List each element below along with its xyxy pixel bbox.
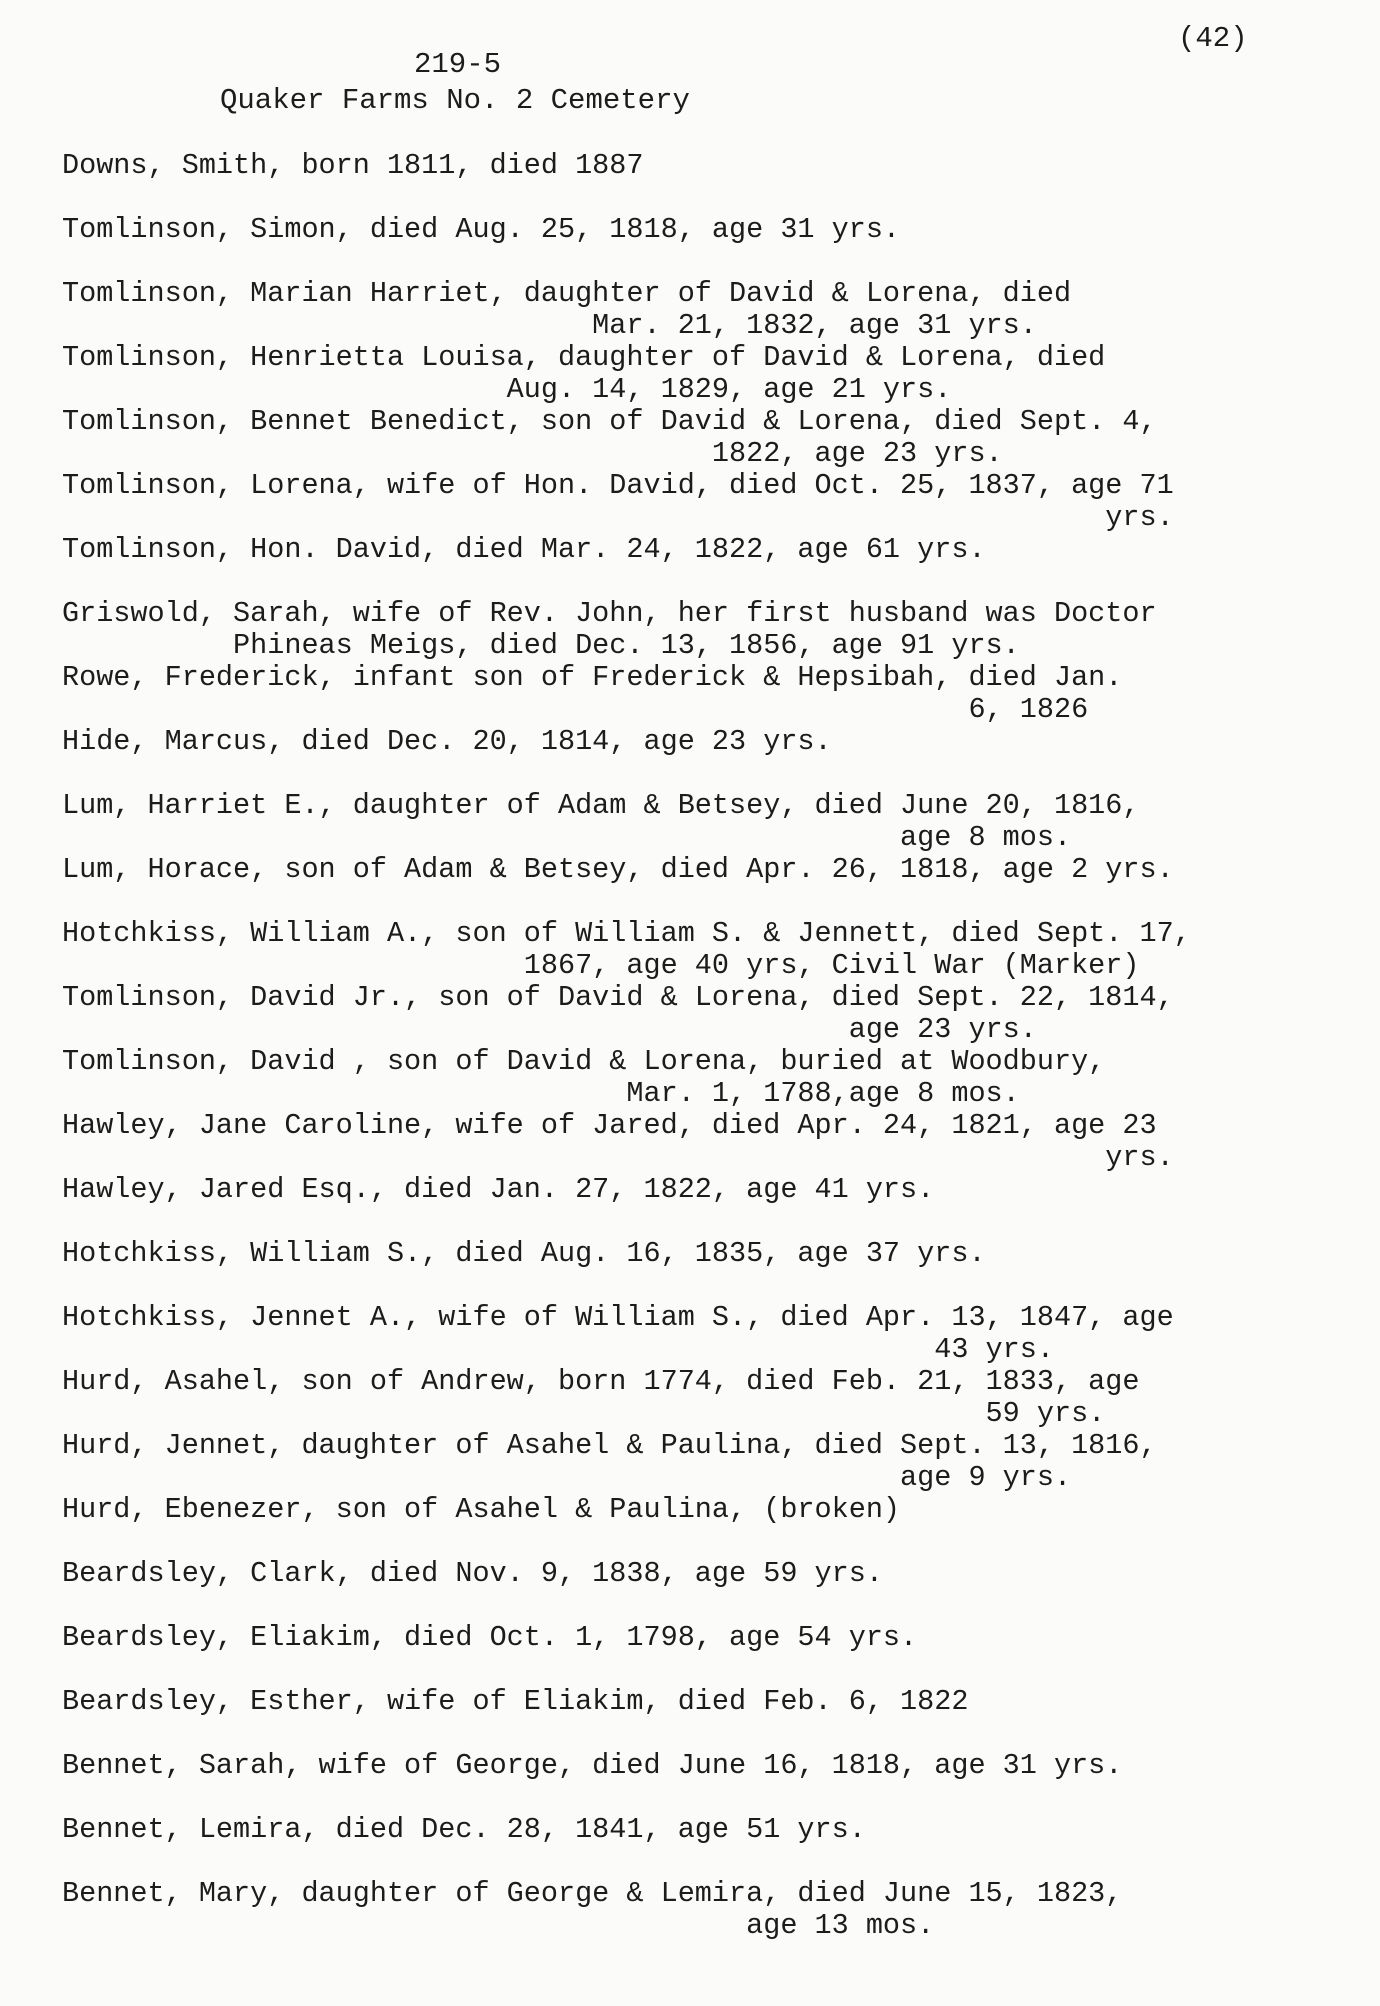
entry-line: 59 yrs. — [62, 1397, 1106, 1430]
burial-entry — [62, 854, 1352, 886]
entry-line: Tomlinson, Lorena, wife of Hon. David, died Oct. 25, 1837, age 71 — [62, 469, 1174, 502]
entry-line: Hotchkiss, William S., died Aug. 16, 1835, age 37 yrs. — [62, 1237, 986, 1270]
entry-line: Tomlinson, Hon. David, died Mar. 24, 1822, age 61 yrs. — [62, 533, 986, 566]
burial-entry — [62, 406, 1352, 470]
entry-line: Mar. 21, 1832, age 31 yrs. — [62, 309, 1037, 342]
entry-line: age 9 yrs. — [62, 1461, 1072, 1494]
burial-entry — [62, 1174, 1352, 1206]
burial-entry — [62, 662, 1352, 726]
entry-line: age 8 mos. — [62, 821, 1072, 854]
entry-line: Aug. 14, 1829, age 21 yrs. — [62, 373, 952, 406]
entry-line: Hurd, Asahel, son of Andrew, born 1774, died Feb. 21, 1833, age — [62, 1365, 1140, 1398]
entry-line: Tomlinson, Bennet Benedict, son of David & Lorena, died Sept. 4, — [62, 405, 1157, 438]
record-code: 219-5 — [414, 48, 502, 81]
burial-entries — [62, 150, 1352, 1942]
entry-line: Hotchkiss, Jennet A., wife of William S., died Apr. 13, 1847, age — [62, 1301, 1174, 1334]
burial-entry — [62, 1494, 1352, 1526]
burial-entry — [62, 1814, 1352, 1846]
entry-line: Lum, Horace, son of Adam & Betsey, died Apr. 26, 1818, age 2 yrs. — [62, 853, 1174, 886]
burial-entry — [62, 790, 1352, 854]
burial-entry — [62, 1686, 1352, 1718]
entry-line: Tomlinson, Simon, died Aug. 25, 1818, age 31 yrs. — [62, 213, 901, 246]
entry-line: Tomlinson, Marian Harriet, daughter of David & Lorena, died — [62, 277, 1072, 310]
burial-entry — [62, 726, 1352, 758]
burial-entry — [62, 1046, 1352, 1110]
burial-entry — [62, 470, 1352, 534]
entry-line: Bennet, Sarah, wife of George, died June 16, 1818, age 31 yrs. — [62, 1749, 1123, 1782]
entry-line: Hawley, Jared Esq., died Jan. 27, 1822, age 41 yrs. — [62, 1173, 935, 1206]
entry-line: Beardsley, Clark, died Nov. 9, 1838, age 59 yrs. — [62, 1557, 883, 1590]
entry-line: 6, 1826 — [62, 693, 1089, 726]
burial-entry — [62, 278, 1352, 342]
burial-entry — [62, 1110, 1352, 1174]
page-number: (42) — [1178, 22, 1248, 55]
entry-line: Hotchkiss, William A., son of William S. & Jennett, died Sept. 17, — [62, 917, 1191, 950]
burial-entry — [62, 150, 1352, 182]
entry-line: Lum, Harriet E., daughter of Adam & Betsey, died June 20, 1816, — [62, 789, 1140, 822]
entry-line: 1822, age 23 yrs. — [62, 437, 1003, 470]
entry-line: Hide, Marcus, died Dec. 20, 1814, age 23 yrs. — [62, 725, 832, 758]
entry-line: age 23 yrs. — [62, 1013, 1037, 1046]
entry-line: Beardsley, Eliakim, died Oct. 1, 1798, age 54 yrs. — [62, 1621, 918, 1654]
burial-entry — [62, 1750, 1352, 1782]
burial-entry — [62, 1366, 1352, 1430]
entry-line: Tomlinson, David , son of David & Lorena, buried at Woodbury, — [62, 1045, 1106, 1078]
entry-line: Downs, Smith, born 1811, died 1887 — [62, 149, 644, 182]
entry-line: Rowe, Frederick, infant son of Frederick & Hepsibah, died Jan. — [62, 661, 1123, 694]
burial-entry — [62, 598, 1352, 662]
entry-line: Mar. 1, 1788,age 8 mos. — [62, 1077, 1020, 1110]
entry-line: yrs. — [62, 501, 1174, 534]
entry-line: 43 yrs. — [62, 1333, 1054, 1366]
burial-entry — [62, 342, 1352, 406]
burial-entry — [62, 1238, 1352, 1270]
entry-line: yrs. — [62, 1141, 1174, 1174]
entry-line: age 13 mos. — [62, 1909, 935, 1942]
entry-line: Hurd, Ebenezer, son of Asahel & Paulina, (broken) — [62, 1493, 901, 1526]
burial-entry — [62, 534, 1352, 566]
entry-line: Tomlinson, Henrietta Louisa, daughter of David & Lorena, died — [62, 341, 1106, 374]
entry-line: Hawley, Jane Caroline, wife of Jared, died Apr. 24, 1821, age 23 — [62, 1109, 1157, 1142]
entry-line: Phineas Meigs, died Dec. 13, 1856, age 91 yrs. — [62, 629, 1020, 662]
burial-entry — [62, 982, 1352, 1046]
burial-entry — [62, 214, 1352, 246]
burial-entry — [62, 1878, 1352, 1942]
entry-line: Bennet, Mary, daughter of George & Lemira, died June 15, 1823, — [62, 1877, 1123, 1910]
entry-line: Griswold, Sarah, wife of Rev. John, her first husband was Doctor — [62, 597, 1157, 630]
entry-line: Bennet, Lemira, died Dec. 28, 1841, age 51 yrs. — [62, 1813, 866, 1846]
burial-entry — [62, 1558, 1352, 1590]
entry-line: Hurd, Jennet, daughter of Asahel & Paulina, died Sept. 13, 1816, — [62, 1429, 1157, 1462]
entry-line: Tomlinson, David Jr., son of David & Lorena, died Sept. 22, 1814, — [62, 981, 1174, 1014]
burial-entry — [62, 1302, 1352, 1366]
burial-entry — [62, 1430, 1352, 1494]
entry-line: 1867, age 40 yrs, Civil War (Marker) — [62, 949, 1140, 982]
burial-entry — [62, 1622, 1352, 1654]
burial-entry — [62, 918, 1352, 982]
entry-line: Beardsley, Esther, wife of Eliakim, died Feb. 6, 1822 — [62, 1685, 969, 1718]
cemetery-title: Quaker Farms No. 2 Cemetery — [220, 84, 690, 117]
